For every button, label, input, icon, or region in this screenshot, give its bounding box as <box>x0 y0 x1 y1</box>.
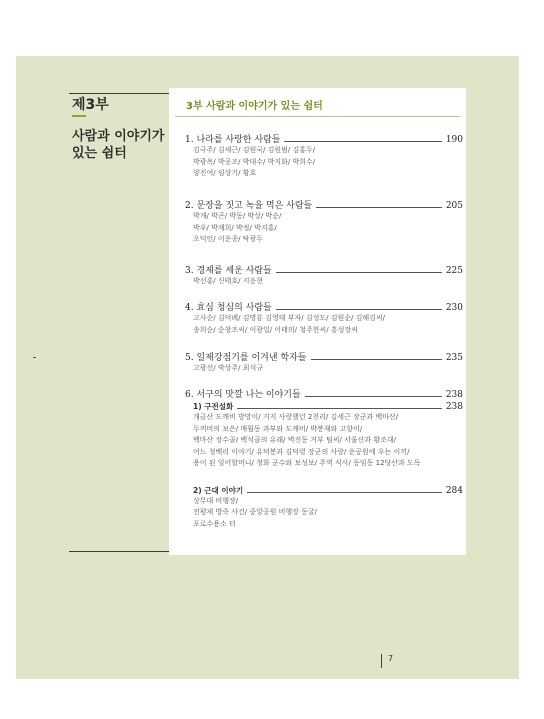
name-list: 박광옥/ 박공조/ 박대수/ 박지화/ 박희수/ <box>193 157 316 166</box>
toc-chapter <box>185 350 463 375</box>
name-list: 고광선/ 박상주/ 최석규 <box>193 364 264 372</box>
dot-leader <box>237 408 442 409</box>
name-list: 박개/ 박곤/ 박동/ 박상/ 박순/ <box>193 212 282 220</box>
part-number: 제3부 <box>72 97 109 113</box>
page-number: 190 <box>445 135 463 145</box>
margin-mark <box>33 357 36 358</box>
name-list: 박우/ 박재희/ 박정/ 박지홍/ <box>193 223 277 232</box>
table-of-contents <box>169 88 466 555</box>
name-list: 오덕인/ 이운종/ 탁광두 <box>193 235 264 243</box>
dot-leader <box>311 359 442 360</box>
toc-entry[interactable] <box>185 263 463 276</box>
part-number-underline <box>72 115 86 117</box>
chapter-title: 6. 서구의 맛깔 나는 이야기들 <box>185 390 301 400</box>
toc-subentry[interactable] <box>193 484 463 496</box>
toc-chapter <box>185 132 463 180</box>
page-number: 284 <box>445 485 463 496</box>
name-list: 용이 된 잉어할머니/ 청화 군수와 보성보/ 주역 식사/ 동임동 12당산과 도독 <box>193 459 421 467</box>
toc-entry[interactable] <box>185 198 463 211</box>
subsection-title: 1) 구전설화 <box>193 402 234 411</box>
toc-subentry[interactable] <box>193 400 463 412</box>
dot-leader <box>305 396 442 397</box>
toc-chapter <box>185 300 463 336</box>
name-list: 어느 청백리 이야기/ 유덕봉과 김덕령 장군의 사랑/ 운공원에 우는 이끼/ <box>193 447 410 456</box>
page-number: 238 <box>445 390 463 400</box>
name-list: 박선홍/ 신태호/ 지응현 <box>193 277 264 285</box>
page-number: 238 <box>445 402 463 412</box>
subsection-title: 2) 근대 이야기 <box>193 485 244 495</box>
dot-leader <box>316 207 442 208</box>
toc-header-rule <box>175 116 460 117</box>
toc-chapter <box>185 198 463 246</box>
page-folio: 7 <box>388 654 394 663</box>
toc-chapter <box>185 263 463 288</box>
name-list: 상무대 비행장/ <box>193 496 239 505</box>
folio-rule <box>381 654 382 668</box>
name-list: 포로수용소 터 <box>193 519 236 528</box>
part-title: 사람과 이야기가 있는 쉼터 <box>72 129 165 161</box>
dot-leader <box>276 272 442 273</box>
name-list: 두꺼비의 보은/ 매월동 과부와 도깨비/ 박봉재와 고향이/ <box>193 424 363 433</box>
chapter-title: 5. 일제강점기를 이겨낸 학자들 <box>185 353 307 363</box>
page-number: 230 <box>445 303 463 313</box>
toc-entry[interactable] <box>185 350 463 363</box>
name-list: 고사순/ 김덕례/ 김명룡 김영태 부자/ 김성도/ 김원순/ 김해김씨/ <box>193 314 386 322</box>
name-list: 전평제 방죽 사건/ 중앙공원 비행장 동굴/ <box>193 508 318 516</box>
part-bottom-rule <box>69 551 171 552</box>
name-list: 김극주/ 김세근/ 김원국/ 김원범/ 김홍두/ <box>193 146 316 154</box>
chapter-title: 1. 나라를 사랑한 사람들 <box>185 135 281 145</box>
toc-entry[interactable] <box>185 132 463 145</box>
page-number: 205 <box>445 201 463 211</box>
dot-leader <box>284 141 441 142</box>
toc-entry[interactable] <box>185 300 463 313</box>
toc-header: 3부 사람과 이야기가 있는 쉼터 <box>186 101 323 112</box>
name-list: 송희순/ 순창조씨/ 이광일/ 이태의/ 청주한씨/ 흥성장씨 <box>193 325 358 334</box>
chapter-title: 4. 효심 청심의 사람들 <box>185 303 272 313</box>
dot-leader <box>276 309 442 310</box>
toc-entry[interactable] <box>185 387 463 400</box>
chapter-title: 2. 문장을 짓고 녹을 먹은 사람들 <box>185 201 313 211</box>
name-list: 개금산 도깨비 방망이/ 거지 사랑했던 2천리/ 김세근 장군과 백마산/ <box>193 413 399 421</box>
page-number: 225 <box>445 266 463 276</box>
page-number: 235 <box>445 353 463 363</box>
name-list: 양진여/ 임상기/ 황호 <box>193 169 257 177</box>
dot-leader <box>247 492 442 493</box>
name-list: 백마산 장수골/ 백석골의 유래/ 벽진동 거부 팀씨/ 서울산과 황조대/ <box>193 436 397 444</box>
toc-chapter <box>185 387 463 530</box>
chapter-title: 3. 경제를 세운 사람들 <box>185 266 272 276</box>
